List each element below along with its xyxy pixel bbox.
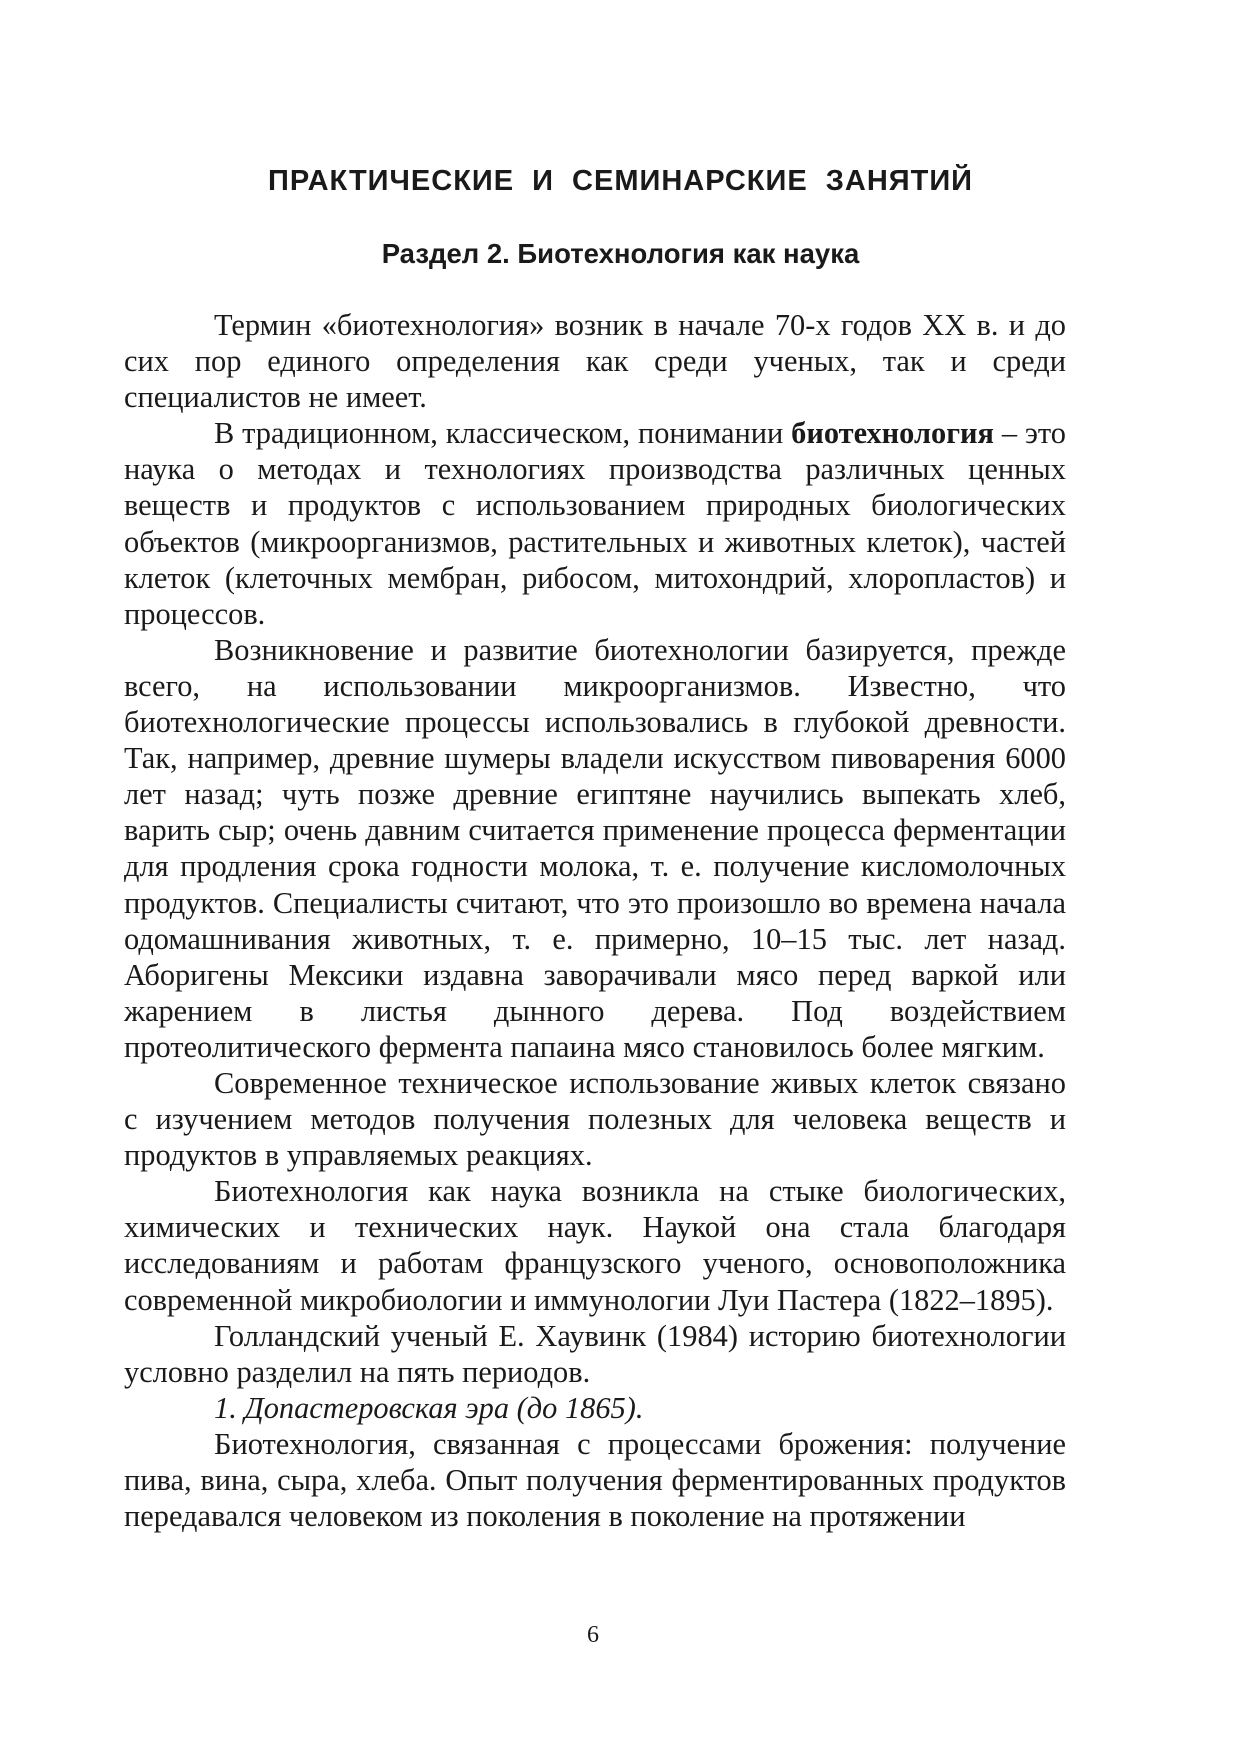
definition-term: биотехнология — [791, 416, 994, 451]
paragraph-periods: Голландский ученый Е. Хаувинк (1984) историю биотехнологии условно разделил на пять периодов. — [124, 1318, 1066, 1389]
paragraph-science-origin: Биотехнология как наука возникла на стыке биологических, химических и технических наук. Наукой она стала благодаря исследованиям и работам французского ученого, основоположника современной микробиологии и иммунологии Луи Пастера (1822–1895). — [124, 1174, 1066, 1317]
paragraph-term-origin: Термин «биотехнология» возник в начале 70-х годов XX в. и до сих пор единого определения как среди ученых, так и среди специалистов не имеет. — [124, 308, 1066, 415]
paragraph-history: Возникновение и развитие биотехнологии базируется, прежде всего, на использовании микроорганизмов. Известно, что биотехнологические процессы использовались в глубокой древности. Так, например, древние шумеры владели искусством пивоварения 6000 лет назад; чуть позже древние египтяне научились выпекать хлеб, варить сыр; очень давним считается применение процесса ферментации для продления срока годности молока, т. е. получение кисломолочных продуктов. Специалисты считают, что это произошло во времена начала одомашнивания животных, т. е. примерно, 10–15 тыс. лет назад. Аборигены Мексики издавна заворачивали мясо перед варкой или жарением в листья дынного дерева. Под воздействием протеолитического фермента папаина мясо становилось более мягким. — [124, 632, 1066, 1064]
body-text — [124, 307, 1066, 1534]
paragraph-definition — [124, 415, 1066, 632]
paragraph-modern-use: Современное техническое использование живых клеток связано с изучением методов получения полезных для человека веществ и продуктов в управляемых реакциях. — [124, 1065, 1066, 1173]
page-number-value: 6 — [587, 1622, 599, 1648]
period-heading: 1. Допастеровская эра (до 1865). — [214, 1390, 644, 1425]
definition-text: – это наука о методах и технологиях производства различных ценных веществ и продуктов с использованием природных биологических объектов (микроорганизмов, растительных и животных клеток), частей клеток (клеточных мембран, рибосом, митохондрий, хлоропластов) и процессов. — [124, 416, 1066, 631]
section-title: Раздел 2. Биотехнология как наука — [381, 238, 860, 269]
paragraph-fermentation: Биотехнология, связанная с процессами брожения: получение пива, вина, сыра, хлеба. Опыт получения ферментированных продуктов передавался человеком из поколения в поколение на протяжении — [124, 1426, 1066, 1534]
page-title: ПРАКТИЧЕСКИЕ И СЕМИНАРСКИЕ ЗАНЯТИЙ — [267, 165, 974, 197]
definition-lead: В традиционном, классическом, понимании — [214, 416, 792, 451]
